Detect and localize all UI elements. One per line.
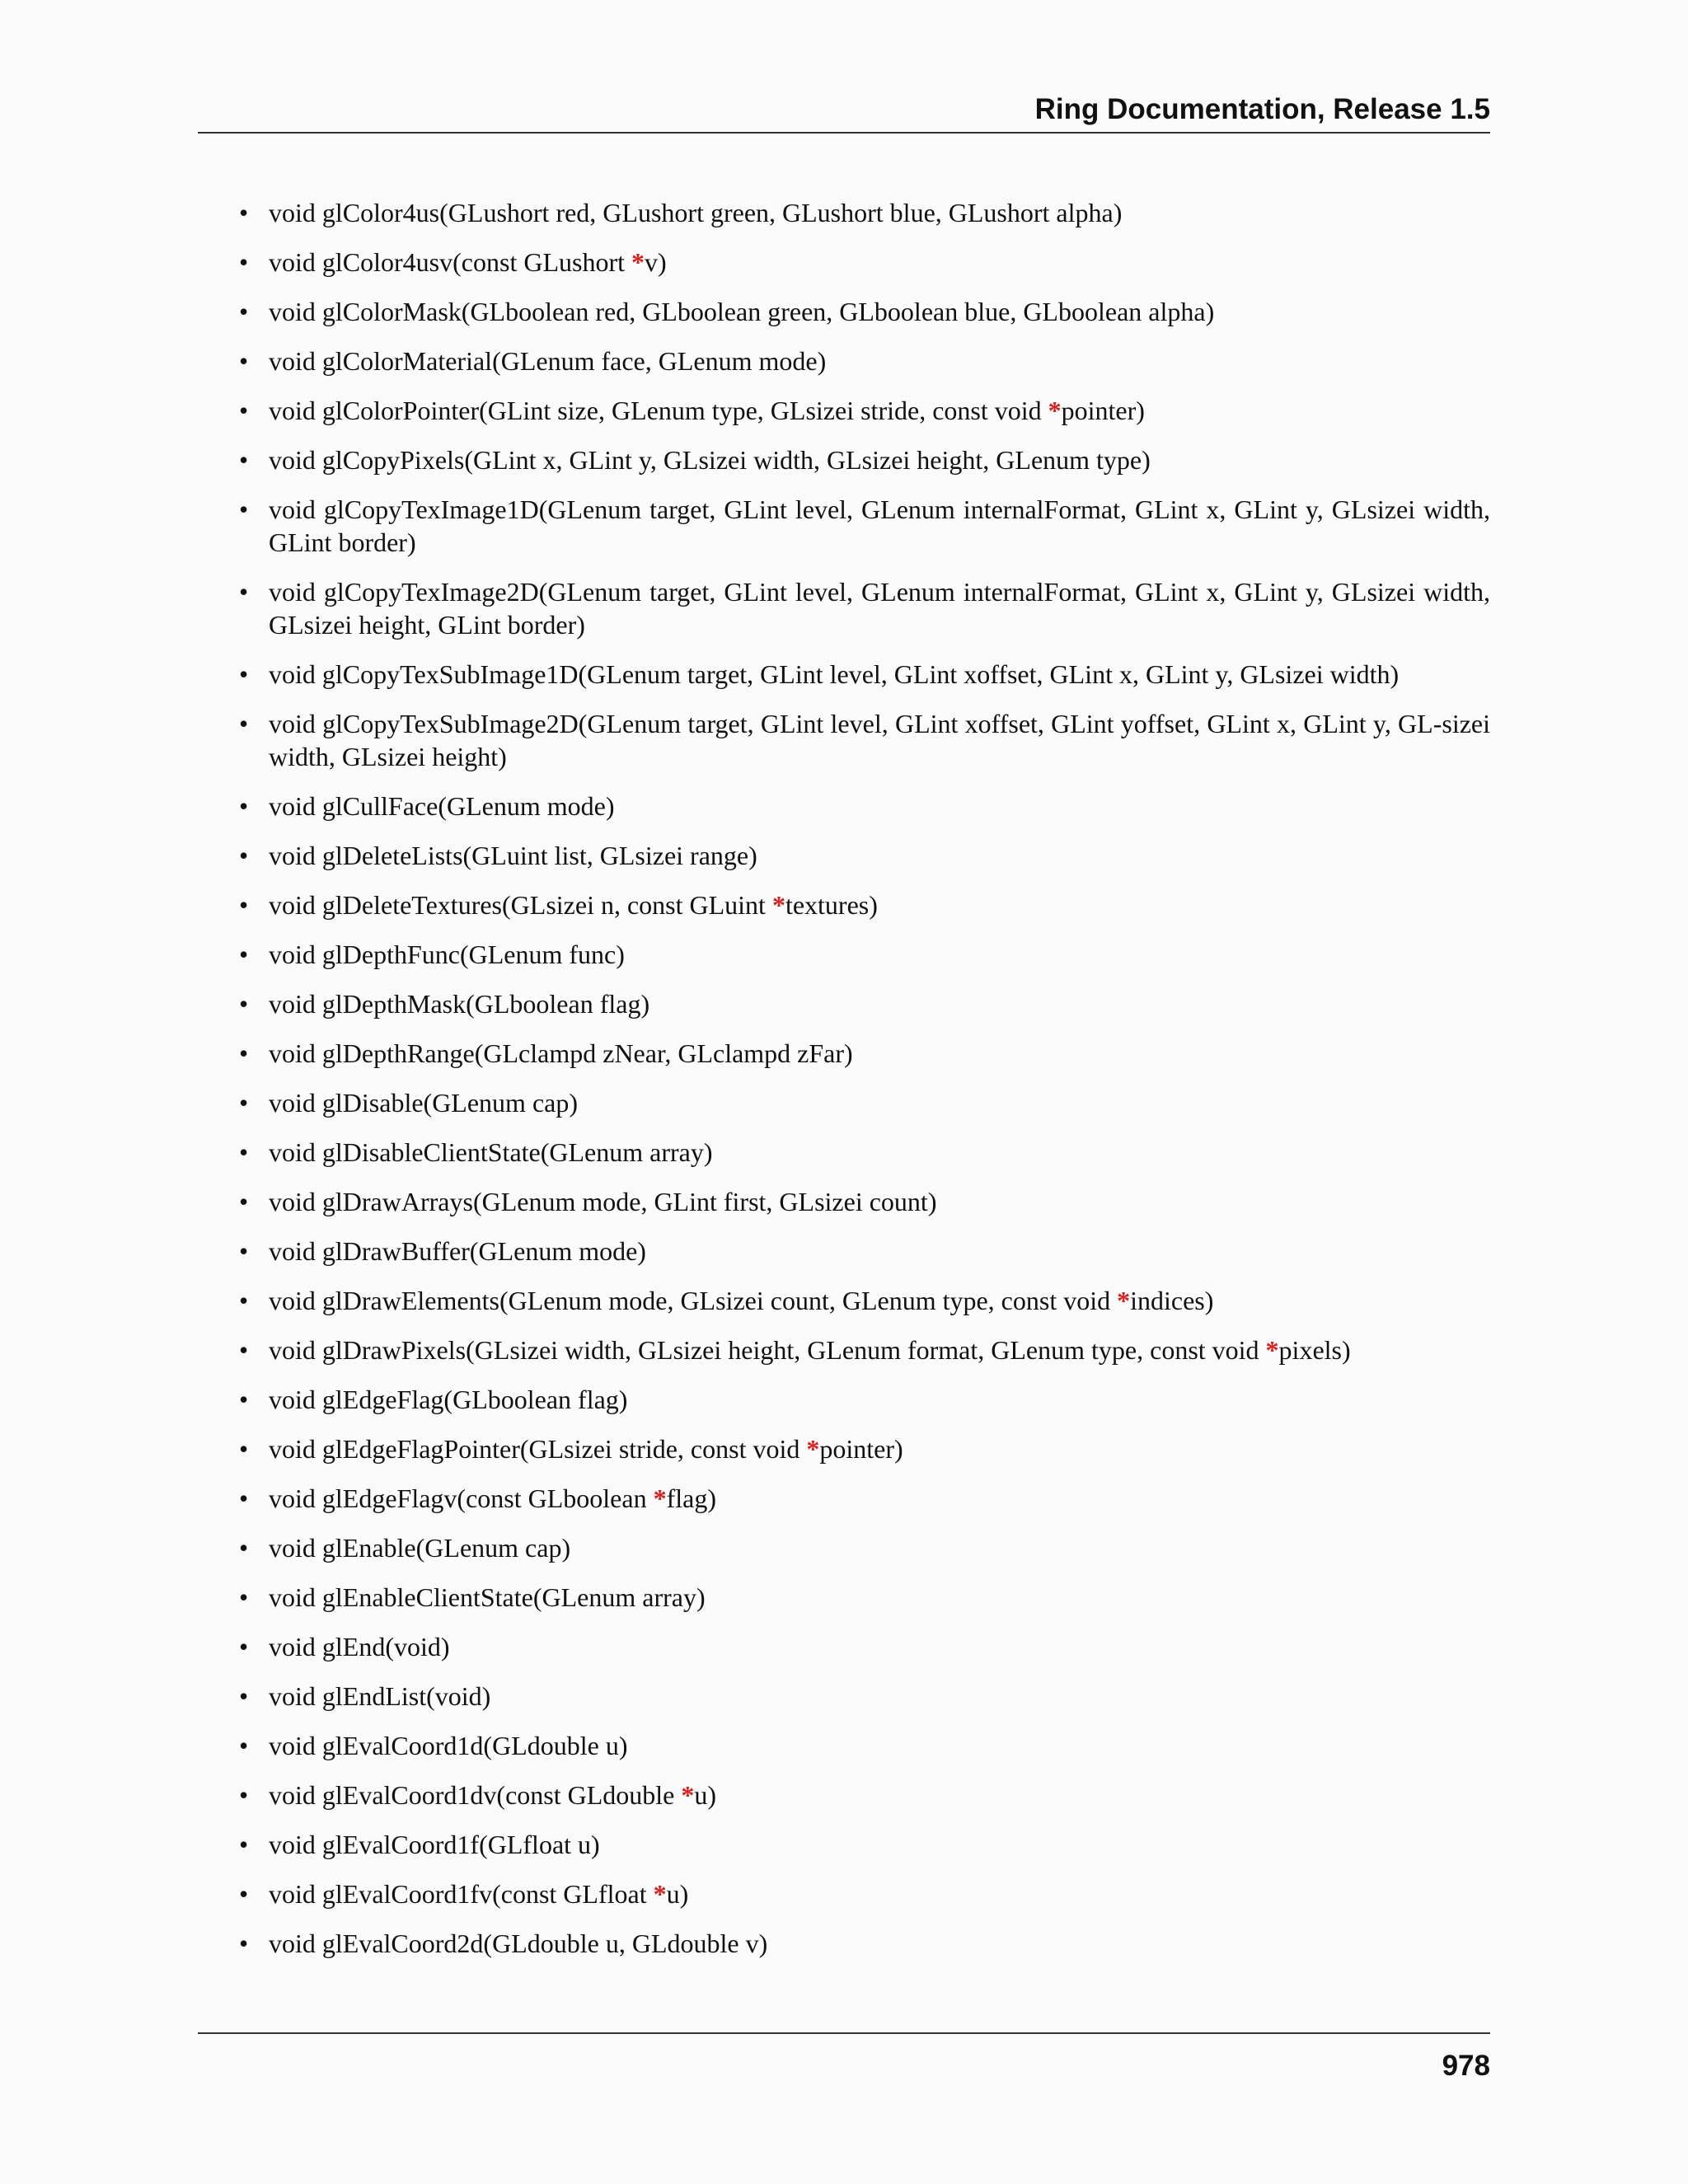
bullet-icon: •	[239, 1681, 249, 1711]
bullet-icon: •	[239, 890, 249, 920]
function-list-item	[239, 658, 1490, 691]
function-list-item	[239, 1779, 1490, 1811]
function-list-item	[239, 1828, 1490, 1861]
pointer-asterisk: *	[653, 1483, 667, 1513]
function-signature-text: void glColor4usv(const GLushort	[269, 247, 631, 277]
bullet-icon: •	[239, 1533, 249, 1563]
function-signature-text: void glEdgeFlag(GLboolean flag)	[269, 1385, 628, 1414]
function-signature-text: void glColorMaterial(GLenum face, GLenum mode)	[269, 346, 827, 376]
bullet-icon: •	[239, 1434, 249, 1464]
function-signature-text: void glEvalCoord1d(GLdouble u)	[269, 1731, 628, 1760]
document-title: Ring Documentation, Release 1.5	[1034, 93, 1490, 125]
function-signature-text: void glEdgeFlagPointer(GLsizei stride, const void	[269, 1434, 807, 1464]
pointer-asterisk: *	[771, 890, 785, 920]
function-list-item	[239, 790, 1490, 823]
function-signature-text: void glCopyTexSubImage1D(GLenum target, GLint level, GLint xoffset, GLint x, GLint y, GLsizei width)	[269, 659, 1400, 689]
bullet-icon: •	[239, 989, 249, 1019]
pointer-asterisk: *	[653, 1879, 667, 1909]
bullet-icon: •	[239, 1286, 249, 1315]
function-list-item	[239, 839, 1490, 872]
function-list	[239, 196, 1490, 1960]
function-list-item	[239, 987, 1490, 1020]
function-signature-text: void glCullFace(GLenum mode)	[269, 791, 615, 821]
function-signature-text: u)	[666, 1879, 689, 1909]
bullet-icon: •	[239, 445, 249, 475]
function-signature-text: void glColorPointer(GLint size, GLenum type, GLsizei stride, const void	[269, 396, 1048, 425]
bullet-icon: •	[239, 791, 249, 821]
function-list-item	[239, 888, 1490, 921]
function-list-item	[239, 1630, 1490, 1663]
page-content	[239, 196, 1490, 1976]
function-signature-text: void glColor4us(GLushort red, GLushort green, GLushort blue, GLushort alpha)	[269, 198, 1123, 227]
bullet-icon: •	[239, 297, 249, 326]
function-signature-text: void glCopyTexImage2D(GLenum target, GLint level, GLenum internalFormat, GLint x, GLint y, GLsizei width, GLsizei height, GLint border)	[269, 577, 1490, 640]
bullet-icon: •	[239, 1385, 249, 1414]
function-signature-text: pointer)	[1061, 396, 1145, 425]
function-signature-text: void glDrawPixels(GLsizei width, GLsizei height, GLenum format, GLenum type, const void	[269, 1335, 1266, 1365]
bullet-icon: •	[239, 577, 249, 607]
function-list-item	[239, 344, 1490, 377]
pointer-asterisk: *	[681, 1780, 695, 1810]
function-list-item	[239, 1482, 1490, 1515]
function-signature-text: void glEdgeFlagv(const GLboolean	[269, 1483, 654, 1513]
function-list-item	[239, 1581, 1490, 1614]
function-list-item	[239, 1927, 1490, 1960]
bullet-icon: •	[239, 1335, 249, 1365]
function-signature-text: void glDrawArrays(GLenum mode, GLint first, GLsizei count)	[269, 1187, 937, 1216]
bullet-icon: •	[239, 1236, 249, 1266]
function-list-item	[239, 1531, 1490, 1564]
bullet-icon: •	[239, 396, 249, 425]
function-list-item	[239, 196, 1490, 229]
function-list-item	[239, 1877, 1490, 1910]
function-list-item	[239, 1037, 1490, 1070]
bullet-icon: •	[239, 494, 249, 524]
function-signature-text: void glDepthMask(GLboolean flag)	[269, 989, 650, 1019]
function-list-item	[239, 394, 1490, 427]
bullet-icon: •	[239, 1137, 249, 1167]
function-signature-text: flag)	[666, 1483, 716, 1513]
function-signature-text: indices)	[1130, 1286, 1214, 1315]
pointer-asterisk: *	[1265, 1335, 1279, 1365]
function-list-item	[239, 707, 1490, 773]
function-list-item	[239, 1680, 1490, 1713]
function-list-item	[239, 246, 1490, 279]
bullet-icon: •	[239, 1582, 249, 1612]
bullet-icon: •	[239, 346, 249, 376]
function-signature-text: void glDepthFunc(GLenum func)	[269, 940, 625, 969]
bullet-icon: •	[239, 1731, 249, 1760]
pointer-asterisk: *	[1048, 396, 1062, 425]
function-list-item	[239, 1284, 1490, 1317]
function-list-item	[239, 938, 1490, 971]
function-signature-text: void glColorMask(GLboolean red, GLboolean green, GLboolean blue, GLboolean alpha)	[269, 297, 1215, 326]
bullet-icon: •	[239, 709, 249, 738]
function-list-item	[239, 1185, 1490, 1218]
bullet-icon: •	[239, 1038, 249, 1068]
function-signature-text: void glEnd(void)	[269, 1632, 450, 1661]
bullet-icon: •	[239, 940, 249, 969]
function-signature-text: void glDeleteTextures(GLsizei n, const GLuint	[269, 890, 772, 920]
bullet-icon: •	[239, 247, 249, 277]
page-number: 978	[1442, 2050, 1490, 2082]
function-signature-text: void glCopyPixels(GLint x, GLint y, GLsizei width, GLsizei height, GLenum type)	[269, 445, 1151, 475]
bullet-icon: •	[239, 659, 249, 689]
function-signature-text: void glEndList(void)	[269, 1681, 491, 1711]
function-list-item	[239, 1729, 1490, 1762]
function-signature-text: void glDisableClientState(GLenum array)	[269, 1137, 713, 1167]
function-list-item	[239, 493, 1490, 559]
function-signature-text: void glEvalCoord1dv(const GLdouble	[269, 1780, 682, 1810]
bullet-icon: •	[239, 1879, 249, 1909]
function-list-item	[239, 295, 1490, 328]
function-signature-text: void glEnableClientState(GLenum array)	[269, 1582, 706, 1612]
function-list-item	[239, 1383, 1490, 1416]
bullet-icon: •	[239, 1483, 249, 1513]
bullet-icon: •	[239, 1088, 249, 1118]
function-list-item	[239, 1333, 1490, 1366]
function-signature-text: void glEvalCoord1fv(const GLfloat	[269, 1879, 654, 1909]
function-list-item	[239, 1432, 1490, 1465]
bullet-icon: •	[239, 1632, 249, 1661]
function-signature-text: u)	[694, 1780, 717, 1810]
function-list-item	[239, 443, 1490, 476]
function-signature-text: void glDrawBuffer(GLenum mode)	[269, 1236, 646, 1266]
bullet-icon: •	[239, 1187, 249, 1216]
function-signature-text: void glEnable(GLenum cap)	[269, 1533, 571, 1563]
bullet-icon: •	[239, 1830, 249, 1859]
function-signature-text: pixels)	[1278, 1335, 1351, 1365]
function-signature-text: v)	[644, 247, 667, 277]
pointer-asterisk: *	[631, 247, 645, 277]
function-signature-text: void glEvalCoord2d(GLdouble u, GLdouble v)	[269, 1929, 768, 1958]
page-header	[198, 89, 1490, 134]
function-signature-text: void glDisable(GLenum cap)	[269, 1088, 578, 1118]
function-list-item	[239, 1086, 1490, 1119]
function-list-item	[239, 1235, 1490, 1268]
function-signature-text: textures)	[785, 890, 878, 920]
function-signature-text: void glCopyTexSubImage2D(GLenum target, GLint level, GLint xoffset, GLint yoffset, GLint x, GLint y, GL-sizei width, GLsizei height)	[269, 709, 1490, 771]
pointer-asterisk: *	[806, 1434, 820, 1464]
function-list-item	[239, 1136, 1490, 1169]
bullet-icon: •	[239, 841, 249, 870]
function-signature-text: void glDepthRange(GLclampd zNear, GLclampd zFar)	[269, 1038, 853, 1068]
function-signature-text: void glDrawElements(GLenum mode, GLsizei count, GLenum type, const void	[269, 1286, 1118, 1315]
bullet-icon: •	[239, 198, 249, 227]
function-signature-text: pointer)	[819, 1434, 903, 1464]
function-signature-text: void glDeleteLists(GLuint list, GLsizei range)	[269, 841, 757, 870]
bullet-icon: •	[239, 1780, 249, 1810]
function-signature-text: void glCopyTexImage1D(GLenum target, GLint level, GLenum internalFormat, GLint x, GLint y, GLsizei width, GLint border)	[269, 494, 1490, 557]
page-footer	[198, 2032, 1490, 2087]
pointer-asterisk: *	[1117, 1286, 1131, 1315]
bullet-icon: •	[239, 1929, 249, 1958]
function-signature-text: void glEvalCoord1f(GLfloat u)	[269, 1830, 600, 1859]
function-list-item	[239, 575, 1490, 641]
